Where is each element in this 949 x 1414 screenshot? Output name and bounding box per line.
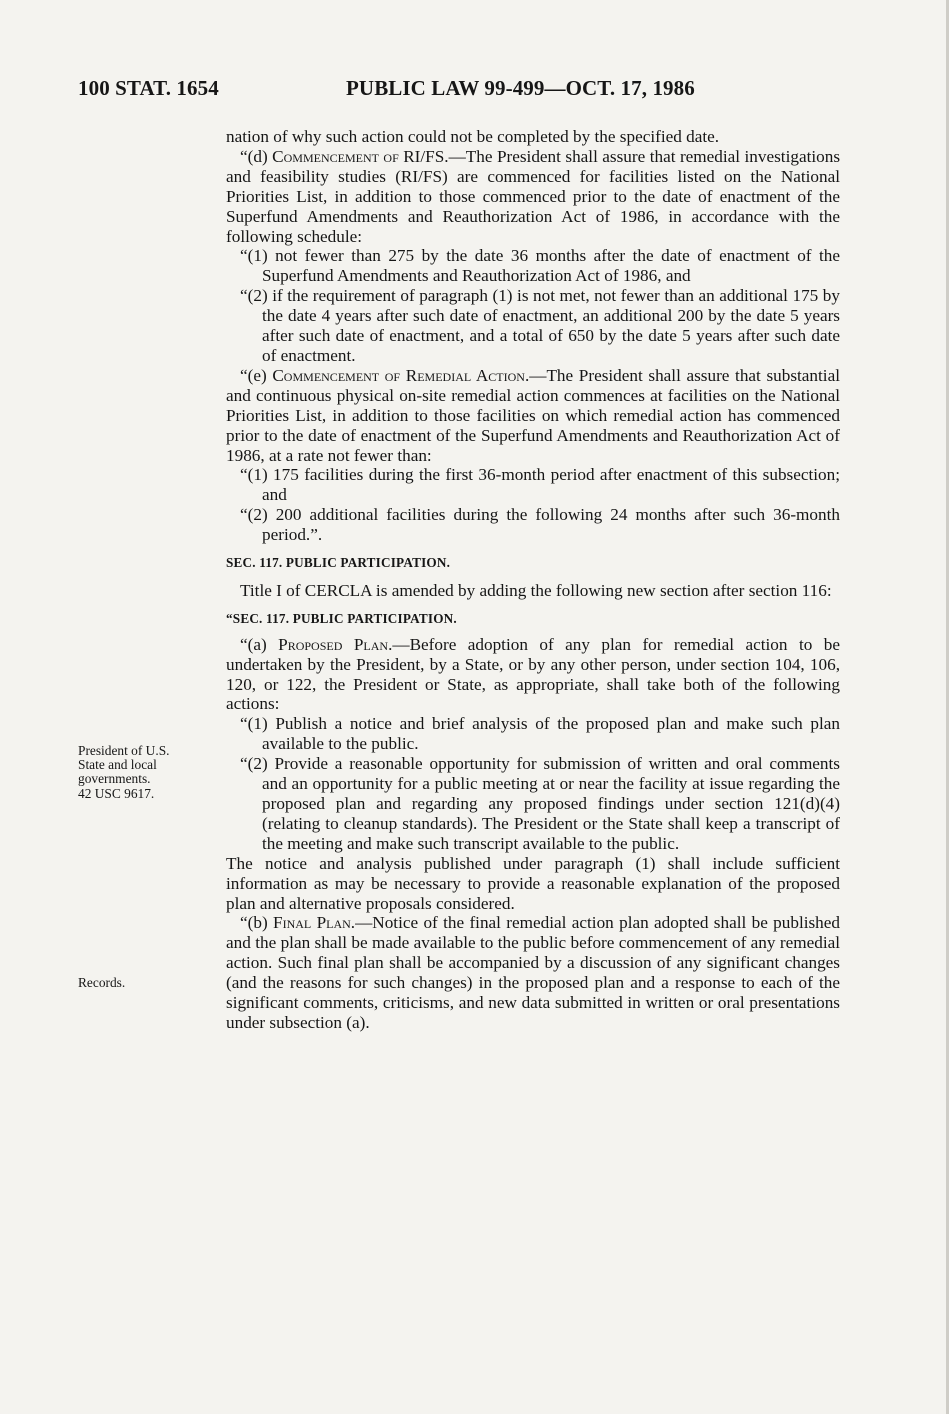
paragraph-a2: “(2) Provide a reasonable opportunity for submission of written and oral comments and an opportunity for a public meeting at or near the facility at issue regarding the proposed plan and regarding any proposed findings under section 121(d)(4) (relating to cleanup standards). The President or the State shall keep a transcript of the meeting and make such transcript available to the public. [240,754,840,853]
subsection-b-heading: Final Plan. [273,913,356,933]
subsection-e-text: —The President shall assure that substantial and continuous physical on-site remedial action commences at facilities on the National Priorities List, in addition to those facilities on which remedial action has commenced prior to the date of enactment of the Superfund Amendments and Reauthorization Act of 1986, at a rate not fewer than: [226,365,840,465]
paragraph-a1: “(1) Publish a notice and brief analysis of the proposed plan and make such plan available to the public. [240,714,840,754]
paragraph-d2: “(2) if the requirement of paragraph (1) is not met, not fewer than an additional 175 by the date 4 years after such date of enactment, an additional 200 by the date 5 years after such date of enactment, and a total of 650 by the date 5 years after such date of enactment. [240,286,840,365]
margin-note-line: 42 USC 9617. [78,785,155,801]
notice-paragraph: The notice and analysis published under paragraph (1) shall include sufficient information as may be necessary to provide a reasonable explanation of the proposed plan and alternative proposals considered. [226,853,840,913]
law-citation: PUBLIC LAW 99-499—OCT. 17, 1986 [346,76,695,100]
margin-note-records: Records. [78,975,126,990]
running-head [78,76,868,106]
subsection-d-heading: Commencement of [272,146,399,166]
subsection-a-text: —Before adoption of any plan for remedial action to be undertaken by the President, by a State, or by any other person, under section 104, 106, 120, or 122, the President or State, as appropriate, shall take both of the following actions: [226,634,840,714]
margin-note-line: President of U.S. [78,743,170,758]
paragraph-continuation: nation of why such action could not be completed by the specified date. [226,127,720,146]
subsection-d-text: RI/FS.—The President shall assure that remedial investigations and feasibility studies (RI/FS) are commenced for facilities listed on the National Priorities List, in addition to those commenced prior to the date of enactment of the Superfund Amendments and Reauthorization Act of 1986, in accordance with the following schedule: [226,146,841,246]
section-heading: SEC. 117. PUBLIC PARTICIPATION. [226,555,451,571]
page-number: 100 STAT. 1654 [78,76,219,100]
section-heading-quoted: “SEC. 117. PUBLIC PARTICIPATION. [226,610,457,626]
subsection-b-text: —Notice of the final remedial action plan adopted shall be published and the plan shall be made available to the public before commencement of any remedial action. Such final plan shall be accompanied by a discussion of any significant changes (and the reasons for such changes) in the proposed plan and a response to each of the significant comments, criticisms, and new data submitted in written or oral presentations under subsection (a). [226,913,840,1032]
subsection-b [226,913,840,1032]
paragraph-d1: “(1) not fewer than 275 by the date 36 months after the date of enactment of the Superfund Amendments and Reauthorization Act of 1986, and [240,246,840,286]
paragraph-e2: “(2) 200 additional facilities during the following 24 months after such 36-month period.”. [240,505,840,545]
subsection-e-heading: Commencement of Remedial Action. [272,365,530,385]
statute-body [226,127,840,1033]
subsection-b-open: “(b) [240,913,274,933]
margin-note-president [78,744,218,801]
subsection-e-open: “(e) [240,365,273,385]
subsection-a-heading: Proposed Plan. [278,634,393,654]
subsection-a [226,635,840,715]
subsection-d-open: “(d) [240,146,273,166]
paragraph-e1: “(1) 175 facilities during the first 36-month period after enactment of this subsection; and [240,465,840,505]
subsection-d [226,147,840,247]
subsection-a-open: “(a) [240,634,279,654]
subsection-e [226,366,840,466]
amendment-text: Title I of CERCLA is amended by adding the following new section after section 116: [240,580,832,600]
margin-note-line: State and local [78,757,157,773]
margin-note-line: governments. [78,771,151,787]
